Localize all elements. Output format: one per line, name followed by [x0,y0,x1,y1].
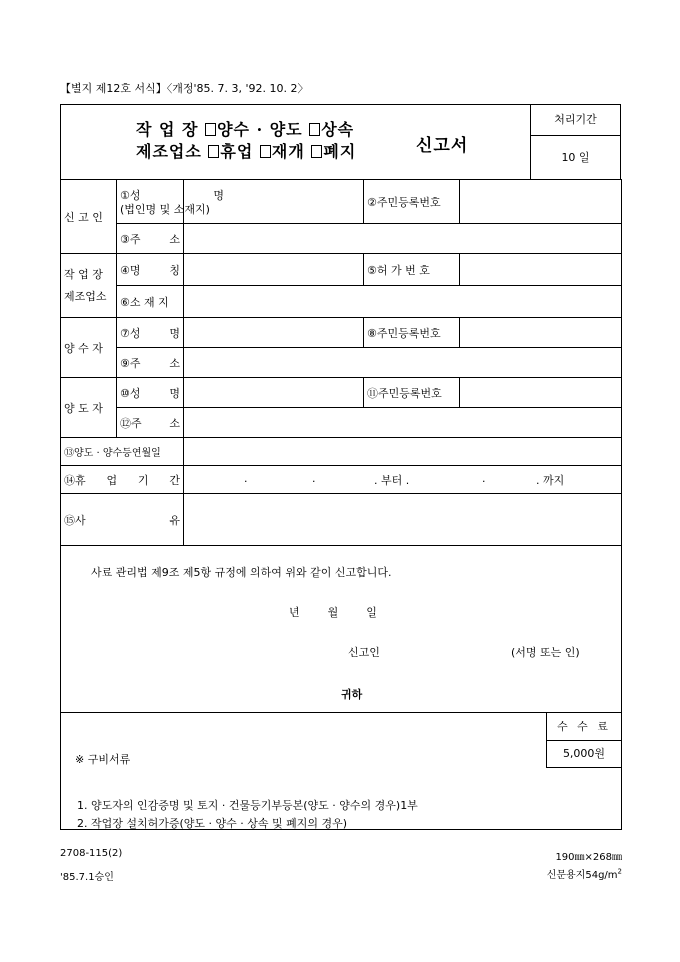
document-item-2: 2. 작업장 설치허가증(양도 · 양수 · 상속 및 폐지의 경우) [77,817,348,830]
statement-text: 사료 관리법 제9조 제5항 규정에 의하여 위와 같이 신고합니다. [91,566,392,579]
transferor-rrn-label: ⑪주민등록번호 [364,378,460,408]
date-month: 월 [327,606,339,619]
workplace-name-label: ④명 칭 [117,254,184,286]
paper-type: 신문용지$54g/m^2$ [546,867,622,881]
susp-from: . 부터 . [374,474,410,487]
reporter-rrn-label: ②주민등록번호 [364,180,460,224]
transferee-section-label: 양 수 자 [61,318,117,378]
susp-dot-1: . [244,472,248,485]
applicant-label: 신고인 [348,646,380,659]
signature-label: (서명 또는 인) [511,646,580,659]
title-box [60,104,621,180]
paper-size: 190㎜×268㎜ [555,852,622,863]
transferee-rrn-label: ⑧주민등록번호 [364,318,460,348]
title-suffix: 신고서 [416,136,469,156]
transfer-date-label: ⑬양도 · 양수등연월일 [61,438,184,466]
statement-date [289,604,405,620]
addressee-label: 귀하 [341,688,363,701]
transferee-name-label: ⑦성 명 [117,318,184,348]
title-line2-prefix: 제조업소 [136,142,202,161]
workplace-location-field[interactable] [184,286,622,318]
transferee-name-field[interactable] [184,318,364,348]
susp-until: . 까지 [536,474,565,487]
transferor-section-label: 양 도 자 [61,378,117,438]
transferor-addr-label: ⑫주 소 [117,408,184,438]
transferee-rrn-field[interactable] [460,318,622,348]
date-day: 일 [366,606,377,619]
workplace-permit-label: ⑤허 가 번 호 [364,254,460,286]
processing-label: 처리기간 [531,105,620,136]
date-year: 년 [289,606,300,619]
fee-box [546,712,622,768]
fee-label: 수 수 료 [547,713,621,741]
suspension-period-field[interactable] [184,466,622,494]
checkbox-close[interactable] [311,145,322,158]
reporter-name-field[interactable] [184,180,364,224]
susp-dot-2: . [312,472,316,485]
transferor-name-label: ⑩성 명 [117,378,184,408]
workplace-section-label: 작 업 장 제조업소 [61,254,117,318]
transferor-addr-field[interactable] [184,408,622,438]
workplace-name-field[interactable] [184,254,364,286]
form-header-label: 【별지 제12호 서식】〈개정'85. 7. 3, '92. 10. 2〉 [60,82,309,95]
reason-label: ⑮사 유 [61,494,184,546]
opt-inherit-label: 상속 [321,120,355,139]
transferee-addr-field[interactable] [184,348,622,378]
title-line-2 [136,141,356,163]
checkbox-transfer[interactable] [205,123,216,136]
opt-resume-label: 재개 [271,142,305,161]
approval-date: '85.7.1승인 [60,872,114,883]
reporter-rrn-field[interactable] [460,180,622,224]
processing-value: 10 일 [561,151,590,164]
documents-title: ※ 구비서류 [75,753,131,766]
reporter-name-label: ①성 명 (법인명 및 소재지) [117,180,184,224]
opt-close-label: 폐지 [323,142,357,161]
checkbox-inherit[interactable] [309,123,320,136]
workplace-location-label: ⑥소 재 지 [117,286,184,318]
reporter-section-label: 신 고 인 [61,180,117,254]
title-line1-prefix: 작 업 장 [136,120,199,139]
processing-period [530,105,620,179]
fee-value: 5,000원 [562,747,606,760]
transferee-addr-label: ⑨주 소 [117,348,184,378]
documents-section [61,713,622,830]
document-item-1: 1. 양도자의 인감증명 및 토지 · 건물등기부등본(양도 · 양수의 경우)1부 [77,799,418,812]
report-form-table [60,179,622,830]
statement-section [61,546,622,713]
workplace-permit-field[interactable] [460,254,622,286]
reporter-addr-field[interactable] [184,224,622,254]
checkbox-resume[interactable] [260,145,271,158]
transferor-name-field[interactable] [184,378,364,408]
reason-field[interactable] [184,494,622,546]
opt-transfer-label: 양수 · 양도 [217,120,303,139]
opt-suspend-label: 휴업 [220,142,254,161]
suspension-period-label: ⑭휴 업 기 간 [61,466,184,494]
checkbox-suspend[interactable] [208,145,219,158]
transfer-date-field[interactable] [184,438,622,466]
title-options [136,119,356,163]
form-code: 2708-115(2) [60,848,123,859]
susp-dot-3: . [482,472,486,485]
title-line-1 [136,119,356,141]
transferor-rrn-field[interactable] [460,378,622,408]
reporter-addr-label: ③주 소 [117,224,184,254]
